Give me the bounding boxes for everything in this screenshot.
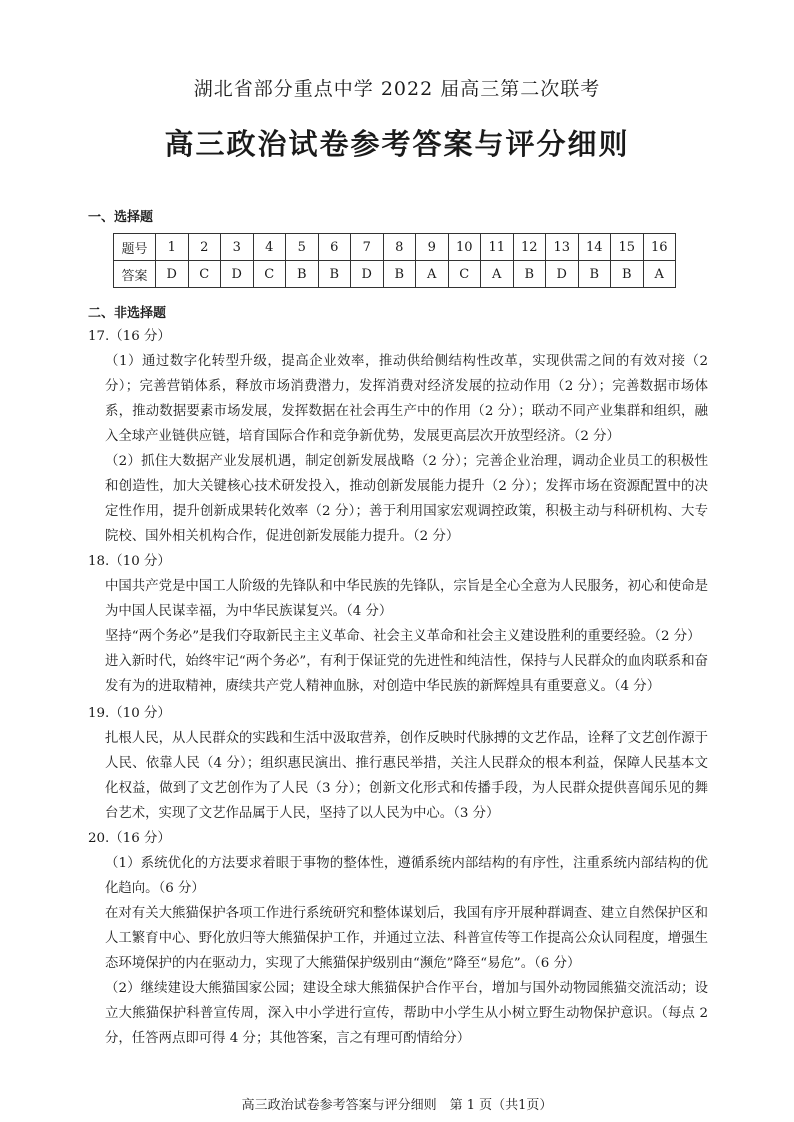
question-label: 20.（16 分） [88, 831, 171, 846]
row-label: 题号 [114, 234, 156, 261]
page-title: 高三政治试卷参考答案与评分细则 [164, 127, 630, 161]
question-number-row [114, 234, 676, 261]
answer-cell: C [448, 261, 481, 288]
answer-paragraph: 进入新时代，始终牢记“两个务必”，有利于保证党的先进性和纯洁性，保持与人民群众的血肉联系和奋发有为的进取精神，赓续共产党人精神血脉，对创造中华民族的新辉煌具有重要意义。（4 分） [105, 654, 708, 694]
question-20 [88, 826, 708, 1051]
answer-cell: B [611, 261, 644, 288]
question-number: 7 [351, 234, 384, 261]
question-18 [88, 549, 708, 699]
question-number: 4 [253, 234, 286, 261]
section-choice-heading: 一、选择题 [88, 210, 154, 225]
answer-cell: D [546, 261, 579, 288]
row-label: 答案 [114, 261, 156, 288]
answer-cell: B [383, 261, 416, 288]
page-footer: 高三政治试卷参考答案与评分细则 第 1 页（共1页） [241, 1098, 553, 1113]
exam-subtitle: 湖北省部分重点中学 2022 届高三第二次联考 [193, 78, 601, 100]
question-17 [88, 324, 708, 549]
answer-paragraph: 中国共产党是中国工人阶级的先锋队和中华民族的先锋队，宗旨是全心全意为人民服务，初心和使命是为中国人民谋幸福，为中华民族谋复兴。（4 分） [105, 579, 708, 619]
question-number: 12 [513, 234, 546, 261]
question-number: 16 [643, 234, 676, 261]
answer-cell: A [643, 261, 676, 288]
section-essay-heading: 二、非选择题 [88, 306, 167, 321]
question-number: 2 [188, 234, 221, 261]
answer-paragraph: 在对有关大熊猫保护各项工作进行系统研究和整体谋划后，我国有序开展种群调查、建立自然保护区和人工繁育中心、野化放归等大熊猫保护工作，并通过立法、科普宣传等工作提高公众认同程度，增强生态环境保护的内在驱动力，实现了大熊猫保护级别由“濒危”降至“易危”。（6 分） [105, 906, 708, 971]
answer-cell: C [253, 261, 286, 288]
question-number: 10 [448, 234, 481, 261]
answer-cell: D [221, 261, 254, 288]
answer-cell: C [188, 261, 221, 288]
answer-table [113, 233, 676, 288]
question-number: 5 [286, 234, 319, 261]
question-number: 8 [383, 234, 416, 261]
answer-paragraph: （1）通过数字化转型升级，提高企业效率，推动供给侧结构性改革，实现供需之间的有效对接（2 分）；完善营销体系，释放市场消费潜力，发挥消费对经济发展的拉动作用（2 分）；完善数据市场体系，推动数据要素市场发展，发挥数据在社会再生产中的作用（2 分）；联动不同产业集群和组织，融入全球产业链供应链，培育国际合作和竞争新优势，发展更高层次开放型经济。（2 分） [105, 354, 708, 444]
question-number: 13 [546, 234, 579, 261]
answer-cell: B [578, 261, 611, 288]
question-number: 15 [611, 234, 644, 261]
answer-cell: B [513, 261, 546, 288]
question-number: 1 [156, 234, 189, 261]
answer-cell: D [351, 261, 384, 288]
question-19 [88, 701, 708, 826]
answer-cell: A [416, 261, 449, 288]
question-label: 17.（16 分） [88, 329, 171, 344]
answer-paragraph: （2）继续建设大熊猫国家公园；建设全球大熊猫保护合作平台，增加与国外动物园熊猫交流活动；设立大熊猫保护科普宣传周，深入中小学进行宣传，帮助中小学生从小树立野生动物保护意识。（每点 2 分，任答两点即可得 4 分；其他答案，言之有理可酌情给分） [105, 981, 708, 1046]
question-number: 9 [416, 234, 449, 261]
answer-paragraph: （1）系统优化的方法要求着眼于事物的整体性，遵循系统内部结构的有序性，注重系统内部结构的优化趋向。（6 分） [105, 856, 708, 896]
question-label: 18.（10 分） [88, 554, 171, 569]
answer-paragraph: 扎根人民，从人民群众的实践和生活中汲取营养，创作反映时代脉搏的文艺作品，诠释了文艺创作源于人民、依靠人民（4 分）；组织惠民演出、推行惠民举措，关注人民群众的根本利益，保障人民基本文化权益，做到了文艺创作为了人民（3 分）；创新文化形式和传播手段，为人民群众提供喜闻乐见的舞台艺术，实现了文艺作品属于人民，坚持了以人民为中心。（3 分） [105, 731, 708, 821]
question-number: 11 [481, 234, 514, 261]
question-number: 3 [221, 234, 254, 261]
answer-cell: A [481, 261, 514, 288]
answer-row [114, 261, 676, 288]
question-number: 6 [318, 234, 351, 261]
answer-paragraph: （2）抓住大数据产业发展机遇，制定创新发展战略（2 分）；完善企业治理，调动企业员工的积极性和创造性，加大关键核心技术研发投入，推动创新发展能力提升（2 分）；发挥市场在资源配置中的决定性作用，提升创新成果转化效率（2 分）；善于利用国家宏观调控政策，积极主动与科研机构、大专院校、国外相关机构合作，促进创新发展能力提升。（2 分） [105, 454, 708, 544]
answer-cell: B [318, 261, 351, 288]
answer-cell: D [156, 261, 189, 288]
question-number: 14 [578, 234, 611, 261]
question-label: 19.（10 分） [88, 706, 171, 721]
answer-cell: B [286, 261, 319, 288]
answer-paragraph: 坚持“两个务必”是我们夺取新民主主义革命、社会主义革命和社会主义建设胜利的重要经验。（2 分） [105, 629, 701, 644]
